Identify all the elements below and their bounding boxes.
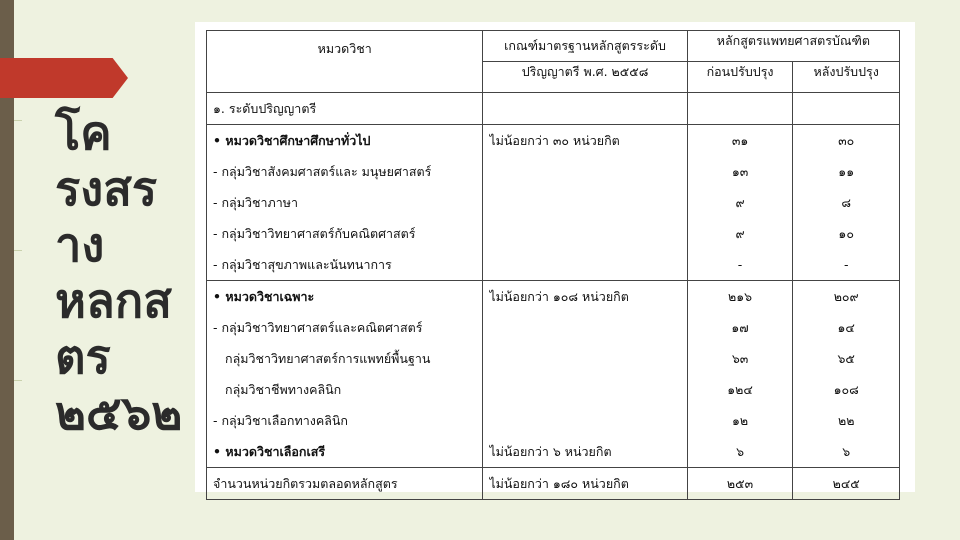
- before-value: ๒๑๖: [728, 289, 753, 304]
- after-value: ๓๐: [838, 133, 855, 148]
- row-label: กลุ่มวิชาชีพทางคลินิก: [225, 382, 342, 397]
- before-value: ๑๒๔: [727, 382, 753, 397]
- after-value: ๘: [841, 195, 852, 210]
- header-after: หลังปรับปรุง: [793, 62, 900, 93]
- table-row-specific: [207, 281, 900, 468]
- curriculum-table-image: [195, 22, 915, 492]
- header-category: หมวดวิชา: [207, 31, 483, 93]
- row-label: • หมวดวิชาเลือกเสรี: [213, 444, 326, 459]
- slide-title: โครงสร าง หลกส ตร ๒๕๖๒: [55, 106, 183, 441]
- criteria-value: ไม่น้อยกว่า ๓๐ หน่วยกิต: [489, 133, 620, 148]
- total-label: จำนวนหน่วยกิตรวมตลอดหลักสูตร: [213, 476, 398, 491]
- after-value: ๑๑: [838, 164, 855, 179]
- after-value: ๑๐: [838, 226, 854, 241]
- row-label: - กลุ่มวิชาสุขภาพและนันทนาการ: [213, 257, 392, 272]
- before-value: ๙: [735, 226, 745, 241]
- table-row-total: [207, 468, 900, 500]
- criteria-value: ไม่น้อยกว่า ๑๐๘ หน่วยกิต: [489, 289, 629, 304]
- row-label: - กลุ่มวิชาภาษา: [213, 195, 298, 210]
- level-cell: [207, 93, 483, 125]
- header-before: ก่อนปรับปรุง: [687, 62, 793, 93]
- after-value: ๖: [842, 444, 851, 459]
- before-value: ๑๓: [731, 164, 749, 179]
- header-program: หลักสูตรแพทยศาสตรบัณฑิต: [687, 31, 899, 62]
- row-label: - กลุ่มวิชาวิทยาศาสตร์กับคณิตศาสตร์: [213, 226, 416, 241]
- total-after: ๒๔๕: [832, 476, 860, 491]
- header-criteria-line1: เกณฑ์มาตรฐานหลักสูตรระดับ: [483, 31, 687, 62]
- after-value: ๖๕: [837, 351, 855, 366]
- row-label: - กลุ่มวิชาวิทยาศาสตร์และคณิตศาสตร์: [213, 320, 423, 335]
- row-label: - กลุ่มวิชาสังคมศาสตร์และ มนุษยศาสตร์: [213, 164, 432, 179]
- before-value: ๑๗: [731, 320, 749, 335]
- row-label: • หมวดวิชาเฉพาะ: [213, 289, 315, 304]
- before-value: ๓๑: [731, 133, 749, 148]
- before-value: -: [737, 257, 743, 272]
- table-row-general: [207, 125, 900, 281]
- row-label: กลุ่มวิชาวิทยาศาสตร์การแพทย์พื้นฐาน: [225, 351, 431, 366]
- after-value: ๑๔: [837, 320, 855, 335]
- after-value: ๒๐๙: [833, 289, 859, 304]
- decor-line: [14, 120, 22, 121]
- row-label: • หมวดวิชาศึกษาศึกษาทั่วไป: [213, 133, 371, 148]
- curriculum-table: [206, 30, 900, 500]
- criteria-value: ไม่น้อยกว่า ๖ หน่วยกิต: [489, 444, 612, 459]
- after-value: ๑๐๘: [833, 382, 859, 397]
- red-arrow-banner: [0, 58, 128, 98]
- before-value: ๖: [736, 444, 745, 459]
- after-value: ๒๒: [837, 413, 855, 428]
- row-label: - กลุ่มวิชาเลือกทางคลินิก: [213, 413, 348, 428]
- before-value: ๖๓: [731, 351, 749, 366]
- total-before: ๒๕๓: [726, 476, 754, 491]
- decor-line: [14, 380, 22, 381]
- level-label: ๑. ระดับปริญญาตรี: [213, 101, 317, 116]
- decor-line: [14, 250, 22, 251]
- after-value: -: [843, 257, 849, 272]
- before-value: ๙: [735, 195, 745, 210]
- header-criteria-line2: ปริญญาตรี พ.ศ. ๒๕๕๘: [483, 62, 687, 93]
- total-criteria: ไม่น้อยกว่า ๑๘๐ หน่วยกิต: [489, 476, 629, 491]
- before-value: ๑๒: [731, 413, 749, 428]
